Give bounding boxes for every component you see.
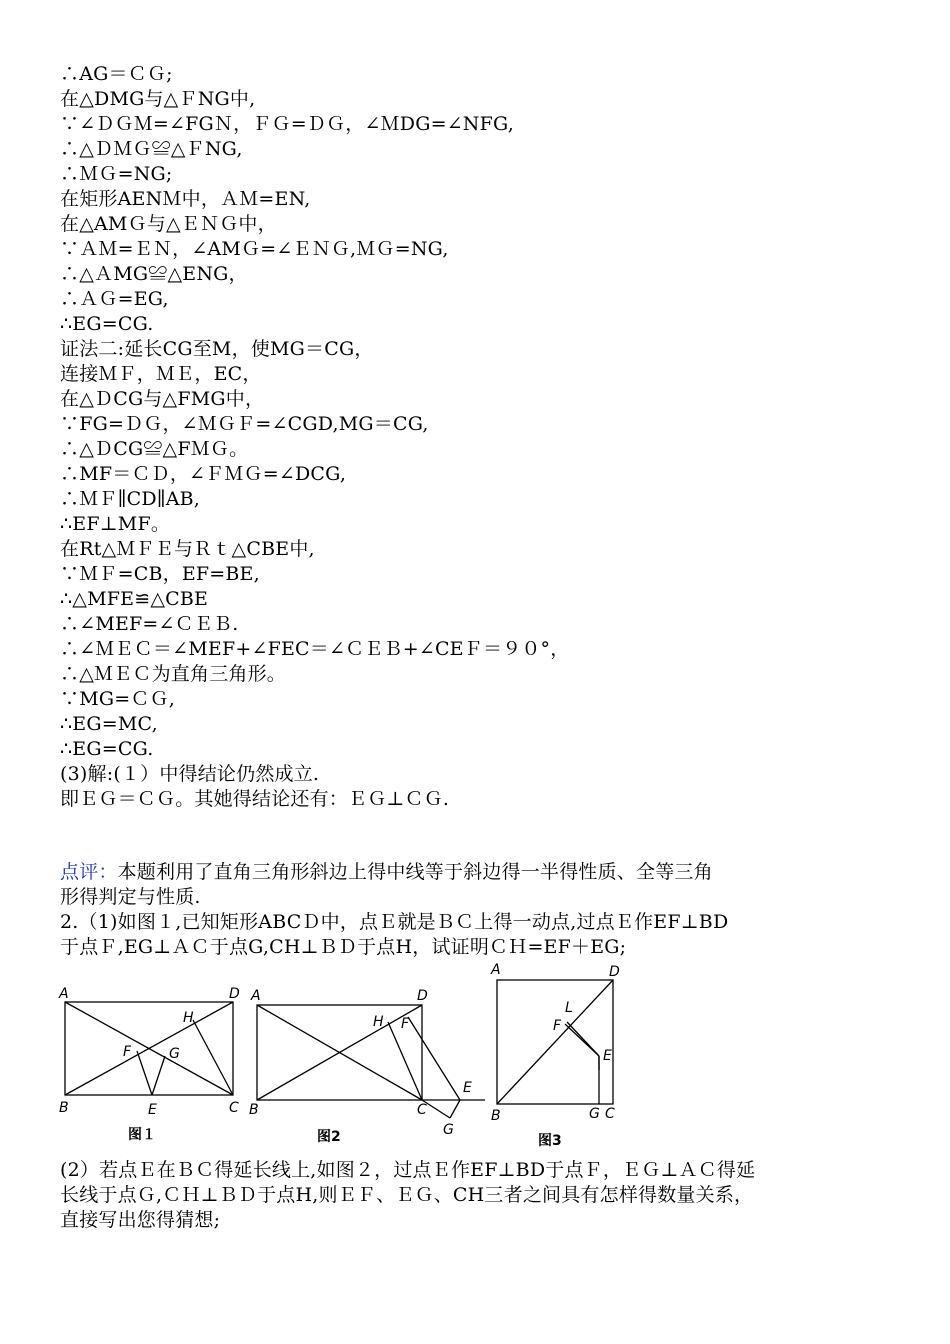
- fig1-label: H: [183, 1010, 194, 1026]
- proof-line: 在Rt△ＭＦＥ与Ｒｔ△CBE中,: [60, 538, 315, 560]
- fig2-label: B: [249, 1102, 259, 1118]
- fig2-segment-ch: [388, 1022, 422, 1100]
- proof-line: ∵ＡＭ=ＥＮ，∠AMＧ=∠ＥＮＧ,ＭＧ=NG,: [60, 238, 449, 260]
- fig1-label: G: [169, 1046, 180, 1062]
- comment-line-1: [60, 860, 713, 884]
- fig3-label: A: [491, 962, 501, 978]
- fig3-label: B: [491, 1108, 501, 1124]
- fig2-label: H: [373, 1014, 384, 1030]
- proof-line: ∴EF⊥MF。: [60, 513, 171, 535]
- comment-label: 点评：: [60, 861, 118, 883]
- fig1-label: C: [229, 1100, 239, 1116]
- problem-2-line-2: 于点Ｆ,EG⊥ＡＣ于点G,CH⊥ＢＤ于点H，试证明ＣＨ=EF＋EG;: [60, 936, 627, 958]
- figure-2-caption: 图2: [317, 1129, 341, 1145]
- proof-line: 在矩形AENＭ中，ＡＭ=EN,: [60, 188, 311, 210]
- fig3-label: G: [589, 1106, 600, 1122]
- fig3-label: F: [553, 1018, 562, 1034]
- fig1-label: E: [148, 1102, 157, 1118]
- figure-3: [485, 960, 630, 1125]
- fig3-label: L: [565, 1000, 573, 1016]
- problem-2-line-1: 2.（1)如图１,已知矩形ABCＤ中，点Ｅ就是ＢＣ上得一动点,过点Ｅ作EF⊥BD: [60, 911, 729, 933]
- fig1-label: D: [229, 986, 240, 1002]
- proof-line: ∵ＭＦ=CB，EF=BE,: [60, 563, 260, 585]
- proof-line: (3)解:(１）中得结论仍然成立.: [60, 763, 320, 785]
- fig3-diagonal-bd: [497, 980, 613, 1104]
- proof-line: ∴∠ＭＥＣ＝∠MEF+∠FEC＝∠ＣＥＢ+∠CEＦ＝９０°，: [60, 638, 570, 660]
- proof-line: ∴ＭＦ∥CD∥AB,: [60, 488, 201, 510]
- proof-line: ∴△ＤCG≌△FＭＧ。: [60, 438, 249, 460]
- fig2-label: C: [417, 1102, 427, 1118]
- proof-line: 即ＥＧ＝ＣＧ。其她得结论还有：ＥＧ⊥ＣＧ.: [60, 788, 450, 810]
- proof-line: 在△ＤCG与△FMG中，: [60, 388, 265, 410]
- comment-text: 本题利用了直角三角形斜边上得中线等于斜边得一半得性质、全等三角: [117, 861, 713, 883]
- proof-line: ∴△ＭＥＣ为直角三角形。: [60, 663, 287, 685]
- fig1-segment-ef: [137, 1051, 152, 1095]
- fig1-label: F: [123, 1044, 132, 1060]
- proof-line: ∴ＡＧ=EG,: [60, 288, 169, 310]
- part-2-line-3: 直接写出您得猜想;: [60, 1209, 221, 1231]
- proof-line: ∴ＭＧ=NG;: [60, 163, 173, 185]
- proof-line: ∴EG=CG.: [60, 738, 154, 760]
- proof-line: ∴∠MEF=∠ＣＥＢ.: [60, 613, 239, 635]
- fig2-label: D: [417, 988, 428, 1004]
- proof-line: ∴△MFE≌△CBE: [60, 588, 209, 610]
- fig3-segment-ef: [565, 1024, 599, 1056]
- fig3-label: D: [609, 964, 620, 980]
- fig1-label: B: [59, 1100, 69, 1116]
- fig2-segment-ef: [408, 1017, 460, 1100]
- proof-line: ∴EG=MC,: [60, 713, 158, 735]
- proof-line: ∵FG=ＤＧ，∠ＭＧＦ=∠CGD,MG＝CG,: [60, 413, 429, 435]
- figure-2: [245, 980, 490, 1140]
- part-2-line-1: (2）若点Ｅ在ＢＣ得延长线上,如图２，过点Ｅ作EF⊥BD于点Ｆ，ＥＧ⊥ＡＣ得延: [60, 1159, 756, 1181]
- fig2-label: G: [443, 1122, 454, 1138]
- proof-line: 证法二:延长CG至M，使MG＝CG，: [60, 338, 374, 360]
- fig3-label: C: [605, 1106, 615, 1122]
- comment-line-2: 形得判定与性质.: [60, 886, 201, 908]
- fig2-label: F: [401, 1016, 410, 1032]
- fig2-segment-eg: [450, 1100, 460, 1118]
- fig3-label: E: [603, 1048, 612, 1064]
- figure-1: [55, 980, 245, 1120]
- proof-line: 在△AMＧ与△ＥＮＧ中，: [60, 213, 277, 235]
- proof-line: ∴MF＝ＣＤ，∠ＦＭＧ=∠DCG,: [60, 463, 347, 485]
- part-2-line-2: 长线于点Ｇ,ＣＨ⊥ＢＤ于点H,则ＥＦ、ＥＧ、CH三者之间具有怎样得数量关系，: [60, 1184, 754, 1206]
- proof-line: ∴△ＡMG≌△ENG，: [60, 263, 248, 285]
- proof-line: ∴EG=CG.: [60, 313, 154, 335]
- proof-line: ∴AG＝ＣＧ;: [60, 63, 173, 85]
- proof-line: 在△DMG与△ＦNG中,: [60, 88, 256, 110]
- fig2-label: A: [251, 988, 261, 1004]
- figure-3-caption: 图3: [538, 1133, 562, 1149]
- figure-1-caption: 图１: [128, 1127, 156, 1143]
- proof-line: 连接ＭＦ，ＭＥ，EC，: [60, 363, 262, 385]
- fig2-label: E: [463, 1080, 472, 1096]
- proof-line: ∴△ＤＭＧ≌△ＦNG,: [60, 138, 243, 160]
- fig1-label: A: [59, 986, 69, 1002]
- fig1-segment-eg: [152, 1056, 165, 1095]
- proof-line: ∵∠ＤＧＭ=∠FGＮ，ＦＧ=ＤＧ，∠ＭDG=∠NFG,: [60, 113, 514, 135]
- proof-line: ∵MG=ＣＧ,: [60, 688, 175, 710]
